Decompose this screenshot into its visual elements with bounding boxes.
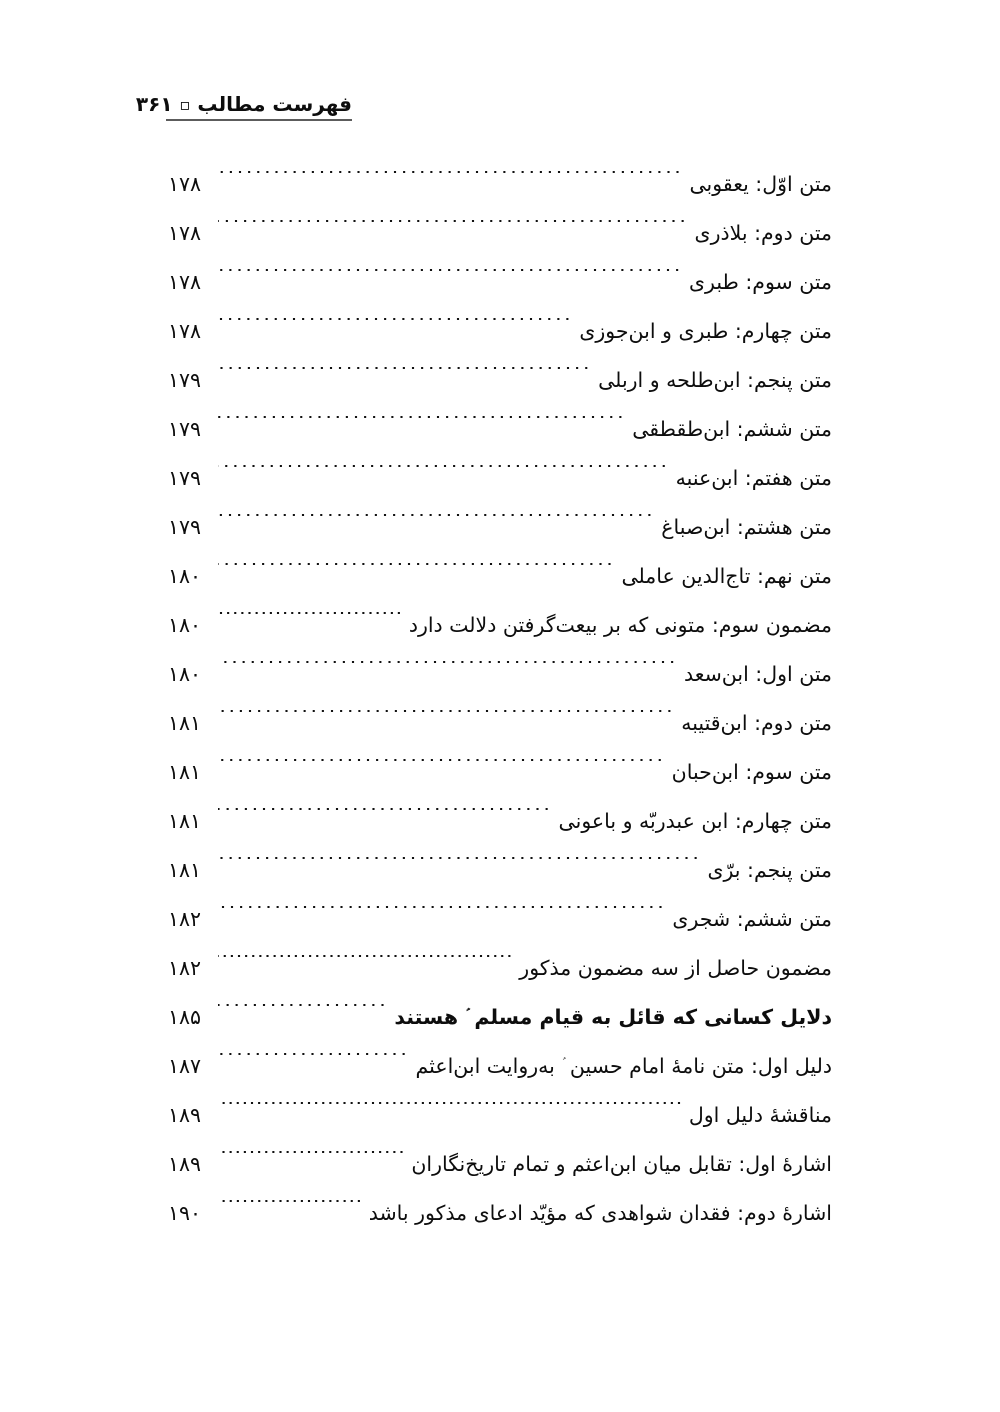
honorific-icon	[561, 1058, 563, 1074]
toc-leader-dots	[218, 465, 670, 486]
toc-entry-label: متن چهارم: طبری و ابن‌جوزی	[579, 319, 832, 343]
toc-entry-page: ۱۷۹	[168, 417, 202, 441]
toc-entry[interactable]	[168, 699, 832, 748]
toc-entry[interactable]	[168, 993, 832, 1042]
toc-entry-label: متن هشتم: ابن‌صباغ	[661, 515, 832, 539]
toc-entry[interactable]	[168, 503, 832, 552]
toc-entry-page: ۱۸۲	[168, 907, 202, 931]
toc-entry[interactable]	[168, 258, 832, 307]
toc-entry[interactable]	[168, 601, 832, 650]
toc-entry-label: متن پنجم: ابن‌طلحه و اربلی	[598, 368, 832, 392]
toc-entry[interactable]	[168, 846, 832, 895]
toc-entry-page: ۱۸۰	[168, 662, 202, 686]
toc-entry[interactable]	[168, 454, 832, 503]
toc-entry-page: ۱۸۰	[168, 564, 202, 588]
toc-entry[interactable]	[168, 209, 832, 258]
toc-entry[interactable]	[168, 1042, 832, 1091]
toc-entry[interactable]	[168, 895, 832, 944]
page-title: فهرست مطالب	[197, 92, 352, 116]
toc-entry[interactable]	[168, 650, 832, 699]
toc-leader-dots	[218, 1053, 410, 1074]
toc-entry-page: ۱۷۹	[168, 466, 202, 490]
toc-leader-dots	[218, 269, 683, 290]
toc-leader-dots	[218, 612, 403, 633]
toc-entry-label: دلیل اول: متن نامهٔ امام حسین به‌روایت ابن‌اعثم	[415, 1054, 832, 1079]
toc-entry-label: متن هفتم: ابن‌عنبه	[675, 466, 832, 490]
toc-leader-dots	[218, 759, 666, 780]
toc-leader-dots	[218, 661, 678, 682]
toc-leader-dots	[218, 906, 666, 927]
header-divider	[166, 119, 352, 121]
toc-entry-label: متن ششم: شجری	[672, 907, 832, 931]
toc-entry-page: ۱۸۱	[168, 809, 202, 833]
toc-leader-dots	[218, 1004, 388, 1025]
toc-entry-page: ۱۸۱	[168, 711, 202, 735]
toc-entry[interactable]	[168, 1189, 832, 1238]
toc-entry[interactable]	[168, 944, 832, 993]
toc-leader-dots	[218, 808, 553, 829]
toc-entry-label: متن چهارم: ابن عبدربّه و باعونی	[558, 809, 832, 833]
toc-entry-label: متن ششم: ابن‌طقطقی	[632, 417, 832, 441]
toc-entry-page: ۱۸۹	[168, 1103, 202, 1127]
toc-leader-dots	[218, 171, 683, 192]
toc-leader-dots	[218, 710, 675, 731]
toc-entry-page: ۱۷۹	[168, 368, 202, 392]
toc-list	[168, 160, 832, 1238]
honorific-icon	[465, 1009, 467, 1025]
toc-leader-dots	[218, 1151, 405, 1172]
toc-entry-label: متن سوم: طبری	[688, 270, 832, 294]
toc-entry[interactable]	[168, 405, 832, 454]
toc-entry-page: ۱۸۱	[168, 760, 202, 784]
toc-leader-dots	[218, 1200, 363, 1221]
toc-entry-label: متن پنجم: برّی	[707, 858, 832, 882]
toc-leader-dots	[218, 367, 592, 388]
toc-entry[interactable]	[168, 160, 832, 209]
toc-entry-label: دلایل کسانی که قائل به قیام مسلم هستند	[394, 1005, 832, 1030]
toc-entry-label: اشارهٔ دوم: فقدان شواهدی که مؤیّد ادعای مذکور باشد	[368, 1201, 832, 1225]
toc-entry[interactable]	[168, 307, 832, 356]
toc-entry-page: ۱۸۲	[168, 956, 202, 980]
toc-entry-label: متن دوم: بلاذری	[694, 221, 832, 245]
toc-leader-dots	[218, 514, 655, 535]
toc-entry[interactable]	[168, 797, 832, 846]
toc-entry-label: مناقشهٔ دلیل اول	[688, 1103, 832, 1127]
toc-entry-label: اشارهٔ اول: تقابل میان ابن‌اعثم و تمام تاریخ‌نگاران	[411, 1152, 832, 1176]
running-header	[135, 92, 352, 121]
toc-entry-page: ۱۸۷	[168, 1054, 202, 1079]
running-header-line	[135, 92, 352, 116]
toc-entry[interactable]	[168, 748, 832, 797]
toc-entry-label: مضمون سوم: متونی که بر بیعت‌گرفتن دلالت دارد	[408, 613, 832, 637]
folio-number: ۳۶۱	[135, 92, 173, 116]
toc-entry-page: ۱۸۹	[168, 1152, 202, 1176]
toc-leader-dots	[218, 857, 701, 878]
toc-entry[interactable]	[168, 356, 832, 405]
toc-leader-dots	[218, 563, 615, 584]
toc-entry-page: ۱۷۹	[168, 515, 202, 539]
toc-leader-dots	[218, 416, 626, 437]
toc-leader-dots	[218, 955, 513, 976]
toc-entry-page: ۱۷۸	[168, 270, 202, 294]
toc-entry-page: ۱۸۱	[168, 858, 202, 882]
toc-entry[interactable]	[168, 552, 832, 601]
toc-entry-page: ۱۹۰	[168, 1201, 202, 1225]
toc-entry[interactable]	[168, 1091, 832, 1140]
toc-entry-label: متن سوم: ابن‌حبان	[671, 760, 832, 784]
toc-entry-label: متن اول: ابن‌سعد	[683, 662, 832, 686]
toc-entry-label: متن دوم: ابن‌قتیبه	[681, 711, 832, 735]
toc-entry-page: ۱۷۸	[168, 319, 202, 343]
toc-entry[interactable]	[168, 1140, 832, 1189]
toc-entry-page: ۱۷۸	[168, 221, 202, 245]
header-separator-icon: ▫	[179, 95, 191, 114]
toc-leader-dots	[218, 318, 573, 339]
toc-entry-label: مضمون حاصل از سه مضمون مذکور	[519, 956, 832, 980]
toc-entry-page: ۱۸۰	[168, 613, 202, 637]
toc-entry-label: متن اوّل: یعقوبی	[689, 172, 832, 196]
toc-leader-dots	[218, 220, 689, 241]
toc-entry-label: متن نهم: تاج‌الدین عاملی	[621, 564, 832, 588]
toc-leader-dots	[218, 1102, 683, 1123]
toc-entry-page: ۱۷۸	[168, 172, 202, 196]
toc-entry-page: ۱۸۵	[168, 1005, 202, 1030]
